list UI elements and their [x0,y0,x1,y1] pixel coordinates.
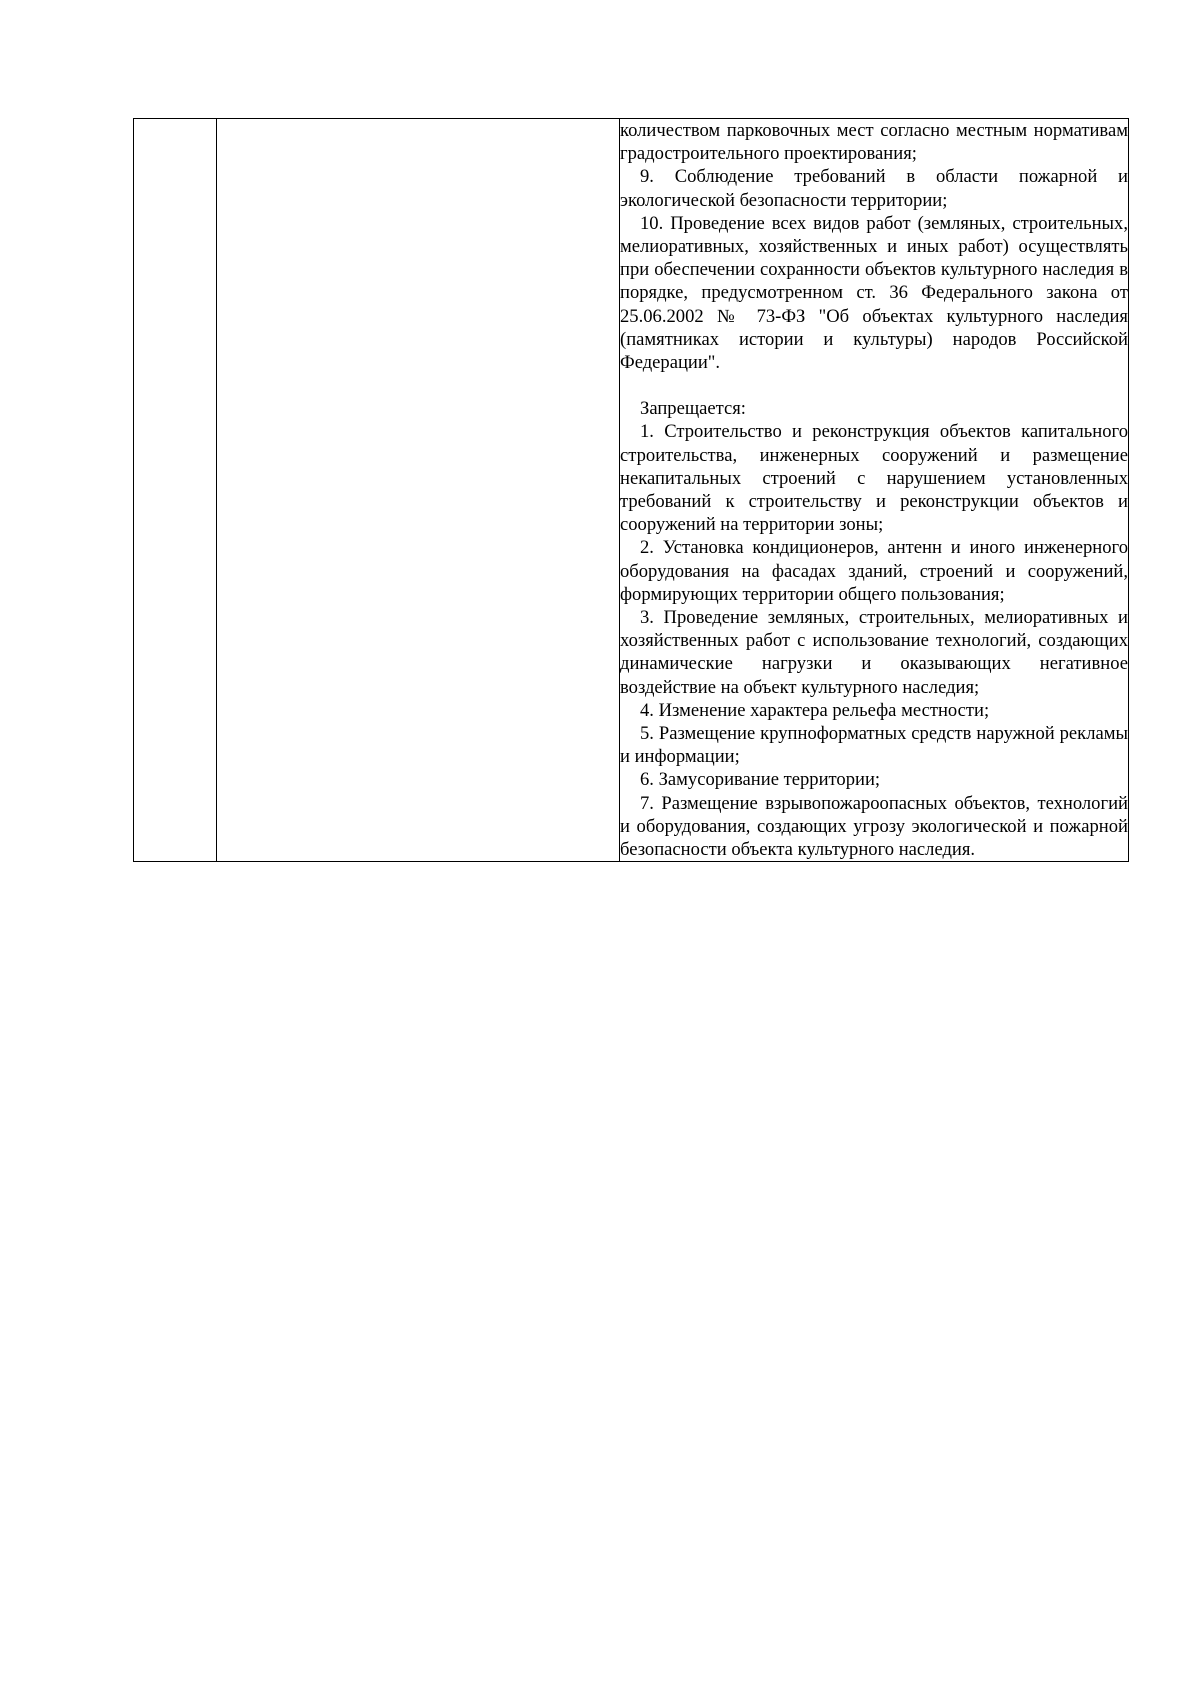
table-row [134,119,1129,862]
prohibited-heading: Запрещается: [640,398,746,420]
prohibited-item-6: 6. Замусоривание территории; [640,769,881,791]
permitted-item-9: 9. Соблюдение требований в области пожарной и экологической безопасности территории; [620,166,1128,211]
permitted-item-continued: количеством парковочных мест согласно местным нормативам градостроительного проектирования; [620,120,1128,165]
table-cell-number [134,119,217,862]
permitted-item-10: 10. Проведение всех видов работ (земляных, строительных, мелиоративных, хозяйственных и иных работ) осуществлять при обеспечении сохранности объектов культурного наследия в порядке, предусмотренном ст. 36 Федерального закона от 25.06.2002 № 73-ФЗ "Об объектах культурного наследия (памятниках истории и культуры) народов Российской Федерации". [620,212,1128,374]
prohibited-item-1: 1. Строительство и реконструкция объектов капитального строительства, инженерных сооружений и размещение некапитальных строений с нарушением установленных требований к строительству и реконструкции объектов и сооружений на территории зоны; [620,421,1128,536]
prohibited-item-2: 2. Установка кондиционеров, антенн и иного инженерного оборудования на фасадах зданий, строений и сооружений, формирующих территории общего пользования; [620,537,1128,605]
table-cell-regulations [620,119,1129,862]
table-cell-zone [217,119,620,862]
regulations-table [133,118,1129,862]
paragraph-gap [620,374,1128,397]
prohibited-item-4: 4. Изменение характера рельефа местности; [640,699,990,721]
prohibited-item-7: 7. Размещение взрывопожароопасных объектов, технологий и оборудования, создающих угрозу экологической и пожарной безопасности объекта культурного наследия. [620,792,1128,861]
prohibited-item-5: 5. Размещение крупноформатных средств наружной рекламы и информации; [620,723,1128,768]
prohibited-item-3: 3. Проведение земляных, строительных, мелиоративных и хозяйственных работ с использование технологий, создающих динамические нагрузки и оказывающих негативное воздействие на объект культурного наследия; [620,607,1128,698]
